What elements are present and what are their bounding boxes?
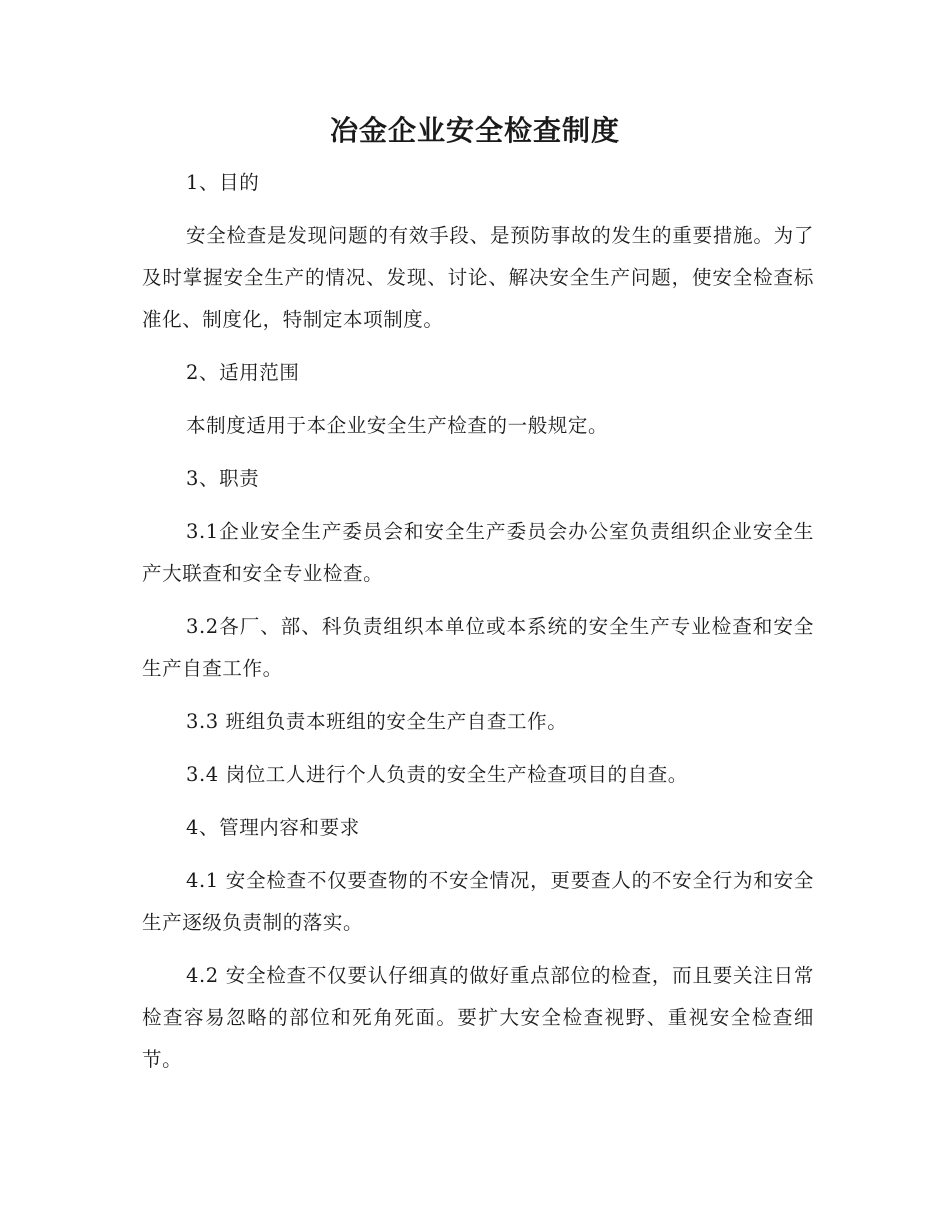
document-body <box>142 162 814 1092</box>
paragraph-purpose: 安全检查是发现问题的有效手段、是预防事故的发生的重要措施。为了及时掌握安全生产的情况、发现、讨论、解决安全生产问题，使安全检查标准化、制度化，特制定本项制度。 <box>142 224 814 331</box>
paragraph-3-4: 3.4 岗位工人进行个人负责的安全生产检查项目的自查。 <box>186 763 688 786</box>
paragraph-3-3: 3.3 班组负责本班组的安全生产自查工作。 <box>186 710 568 733</box>
document-title: 冶金企业安全检查制度 <box>329 114 620 147</box>
section-heading-purpose: 1、目的 <box>186 171 260 194</box>
section-heading-scope: 2、适用范围 <box>186 361 300 384</box>
paragraph-4-2: 4.2 安全检查不仅要认仔细真的做好重点部位的检查，而且要关注日常检查容易忽略的部位和死角死面。要扩大安全检查视野、重视安全检查细节。 <box>142 964 814 1071</box>
section-heading-management: 4、管理内容和要求 <box>186 816 360 839</box>
section-heading-responsibilities: 3、职责 <box>186 467 260 490</box>
paragraph-3-1: 3.1企业安全生产委员会和安全生产委员会办公室负责组织企业安全生产大联查和安全专业检查。 <box>142 520 814 585</box>
paragraph-4-1: 4.1 安全检查不仅要查物的不安全情况，更要查人的不安全行为和安全生产逐级负责制的落实。 <box>142 869 814 934</box>
paragraph-3-2: 3.2各厂、部、科负责组织本单位或本系统的安全生产专业检查和安全生产自查工作。 <box>142 615 814 680</box>
paragraph-scope: 本制度适用于本企业安全生产检查的一般规定。 <box>186 414 609 437</box>
